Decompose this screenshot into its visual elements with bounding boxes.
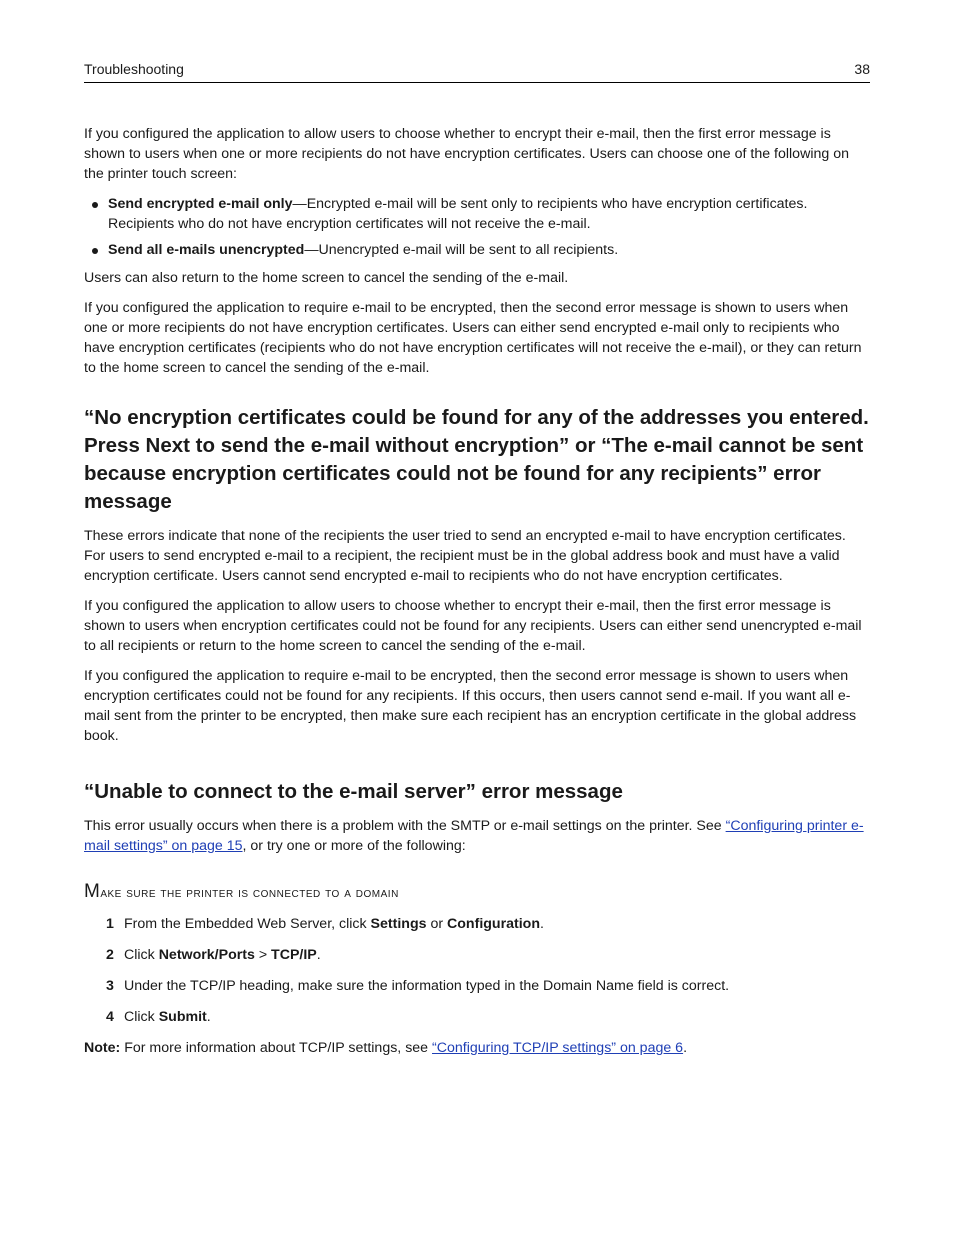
bullet-icon (92, 248, 98, 254)
steps-list (84, 914, 870, 1027)
intro-paragraph-2: Users can also return to the home screen to cancel the sending of the e-mail. (84, 270, 569, 286)
text-run: . (683, 1040, 688, 1056)
ui-term-tcpip: TCP/IP (271, 947, 317, 963)
option-description: —Encrypted e-mail will be sent only to recipients who have encryption certificates. Recipients who do not have encryption certificates will not receive the e-mail. (108, 196, 808, 232)
text-run: Click (124, 947, 159, 963)
ui-term-submit: Submit (158, 1009, 207, 1025)
section1-paragraph-2: If you configured the application to allow users to choose whether to encrypt their e-mail, then the first error message is shown to users when encryption certificates could not be found for any recipients. Users can either send unencrypted e-mail to all recipients or return to the home screen to cancel the sending of the e-mail. (84, 598, 862, 654)
list-item (84, 240, 870, 260)
text-run: This error usually occurs when there is a problem with the SMTP or e-mail settings on the printer. See (84, 818, 726, 834)
section-heading-no-certificates: “No encryption certificates could be found for any of the addresses you entered. Press Next to send the e-mail without encryption” or “The e-mail cannot be sent because encryption certificates could not be found for any recipients” error message (84, 406, 869, 513)
text-run: Click (124, 1009, 159, 1025)
step-item (84, 976, 870, 996)
section1-paragraph-1: These errors indicate that none of the recipients the user tried to send an encrypted e-mail to have encryption certificates. For users to send encrypted e-mail to a recipient, the recipient must be in the global address book and must have a valid encryption certificate. Users cannot send encrypted e-mail to recipients who do not have encryption certificates. (84, 528, 846, 584)
ui-term-network-ports: Network/Ports (158, 947, 255, 963)
text-run: or (426, 916, 448, 932)
subheading-text: ake sure the printer is connected to a domain (100, 884, 399, 900)
header-section-title: Troubleshooting (84, 61, 184, 77)
text-run: Under the TCP/IP heading, make sure the information typed in the Domain Name field is correct. (124, 978, 730, 994)
section-heading-unable-to-connect: “Unable to connect to the e-mail server” error message (84, 780, 623, 803)
ui-term-configuration: Configuration (447, 916, 541, 932)
encryption-options-list (84, 194, 870, 260)
step-number: 3 (106, 978, 114, 994)
option-name: Send encrypted e-mail only (108, 196, 293, 212)
step-item (84, 1007, 870, 1027)
ui-term-settings: Settings (370, 916, 427, 932)
intro-paragraph-1: If you configured the application to allow users to choose whether to encrypt their e-mail, then the first error message is shown to users when one or more recipients do not have encryption certificates. Users can choose one of the following on the printer touch screen: (84, 126, 849, 182)
link-configuring-tcpip-settings[interactable]: “Configuring TCP/IP settings” on page 6 (432, 1040, 684, 1056)
subheading-initial: M (84, 881, 101, 902)
step-number: 4 (106, 1009, 114, 1025)
header-page-number: 38 (854, 61, 870, 77)
note-paragraph (84, 1038, 870, 1058)
text-run: . (316, 947, 321, 963)
note-label: Note: (84, 1040, 121, 1056)
section2-paragraph-1 (84, 816, 870, 856)
list-item (84, 194, 870, 234)
subheading-domain (84, 882, 870, 902)
step-item (84, 914, 870, 934)
step-number: 1 (106, 916, 114, 932)
intro-paragraph-3: If you configured the application to require e-mail to be encrypted, then the second error message is shown to users when one or more recipients do not have encryption certificates. Users can either send encrypted e-mail only to recipients who have encryption certificates (recipients who do not have encryption certificates will not receive the e-mail), or they can return to the home screen to cancel the sending of the e-mail. (84, 300, 862, 376)
text-run: , or try one or more of the following: (242, 838, 466, 854)
text-run: For more information about TCP/IP settings, see (120, 1040, 433, 1056)
option-description: —Unencrypted e-mail will be sent to all recipients. (304, 242, 619, 258)
step-number: 2 (106, 947, 114, 963)
page-content (84, 124, 870, 1068)
running-header (84, 60, 870, 83)
option-name: Send all e-mails unencrypted (108, 242, 305, 258)
text-run: > (254, 947, 272, 963)
text-run: From the Embedded Web Server, click (124, 916, 371, 932)
text-run: . (540, 916, 544, 932)
section1-paragraph-3: If you configured the application to require e-mail to be encrypted, then the second error message is shown to users when encryption certificates could not be found for any recipients. If this occurs, then users cannot send e-mail. If you want all e-mail sent from the printer to be encrypted, then make sure each recipient has an encryption certificate in the global address book. (84, 668, 857, 744)
text-run: . (206, 1009, 211, 1025)
link-configuring-email-settings[interactable]: “Configuring printer e-mail settings” on page 15 (84, 818, 864, 854)
step-item (84, 945, 870, 965)
bullet-icon (92, 202, 98, 208)
